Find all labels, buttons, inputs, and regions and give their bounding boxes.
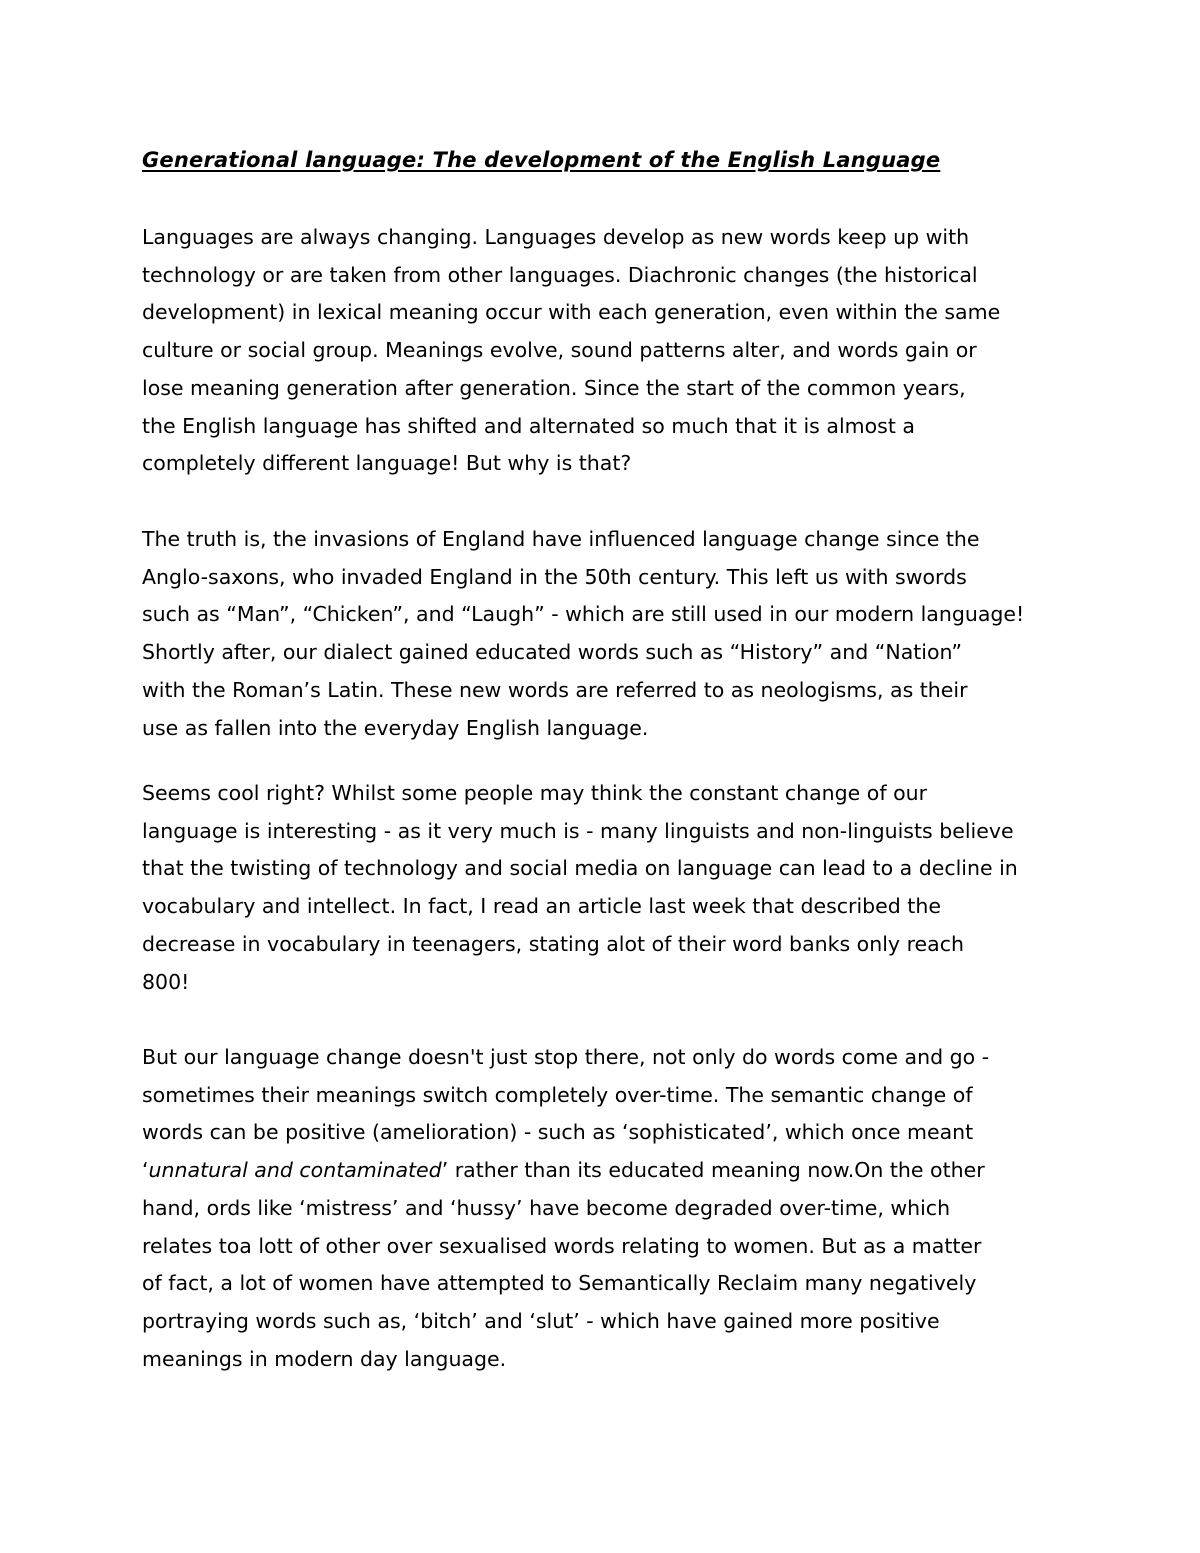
document-title: Generational language: The development of the English Language — [142, 148, 941, 172]
text-line: The truth is, the invasions of England have influenced language change since the — [142, 527, 980, 551]
text-line: development) in lexical meaning occur with each generation, even within the same — [142, 300, 1001, 325]
paragraph-decline — [142, 775, 1072, 1001]
text-line: technology or are taken from other languages. Diachronic changes (the historical — [142, 262, 978, 287]
text-line: culture or social group. Meanings evolve, sound patterns alter, and words gain or — [142, 338, 977, 363]
quote-mark: ‘ — [142, 1158, 149, 1183]
text-continuation: ’ rather than its educated meaning now.On the other — [441, 1158, 985, 1183]
text-line: Anglo-saxons, who invaded England in the 50th century. This left us with swords — [142, 564, 967, 589]
text-line: lose meaning generation after generation. Since the start of the common years, — [142, 375, 966, 400]
text-line-with-emphasis — [142, 1152, 1072, 1190]
emphasis-text: unnatural and contaminated — [148, 1158, 442, 1183]
text-line: But our language change doesn't just stop there, not only do words come and go - — [142, 1045, 990, 1069]
text-line: the English language has shifted and alternated so much that it is almost a — [142, 413, 915, 438]
text-line: such as “Man”, “Chicken”, and “Laugh” - which are still used in our modern language! — [142, 602, 1025, 627]
paragraph-invasions — [142, 521, 1072, 747]
paragraph-intro — [142, 219, 1072, 483]
text-line: language is interesting - as it very much is - many linguists and non-linguists believe — [142, 818, 1014, 843]
text-line: hand, ords like ‘mistress’ and ‘hussy’ have become degraded over-time, which — [142, 1195, 951, 1220]
text-line: relates toa lott of other over sexualised words relating to women. But as a matter — [142, 1233, 982, 1258]
text-line: 800! — [142, 969, 190, 994]
text-line: Seems cool right? Whilst some people may think the constant change of our — [142, 781, 928, 805]
text-line: portraying words such as, ‘bitch’ and ‘slut’ - which have gained more positive — [142, 1308, 940, 1333]
paragraph-semantic-change — [142, 1039, 1072, 1378]
text-line: use as fallen into the everyday English language. — [142, 715, 649, 740]
text-line: of fact, a lot of women have attempted to Semantically Reclaim many negatively — [142, 1271, 977, 1296]
text-line: that the twisting of technology and social media on language can lead to a decline in — [142, 856, 1018, 881]
text-line: with the Roman’s Latin. These new words are referred to as neologisms, as their — [142, 677, 968, 702]
text-line: decrease in vocabulary in teenagers, stating alot of their word banks only reach — [142, 931, 964, 956]
text-line: Shortly after, our dialect gained educated words such as “History” and “Nation” — [142, 640, 963, 665]
text-line: Languages are always changing. Languages develop as new words keep up with — [142, 225, 970, 249]
text-line: vocabulary and intellect. In fact, I read an article last week that described the — [142, 894, 941, 919]
text-line: sometimes their meanings switch completely over-time. The semantic change of — [142, 1082, 973, 1107]
text-line: completely different language! But why is that? — [142, 451, 632, 476]
text-line: words can be positive (amelioration) - such as ‘sophisticated’, which once meant — [142, 1120, 974, 1145]
text-line: meanings in modern day language. — [142, 1346, 507, 1371]
